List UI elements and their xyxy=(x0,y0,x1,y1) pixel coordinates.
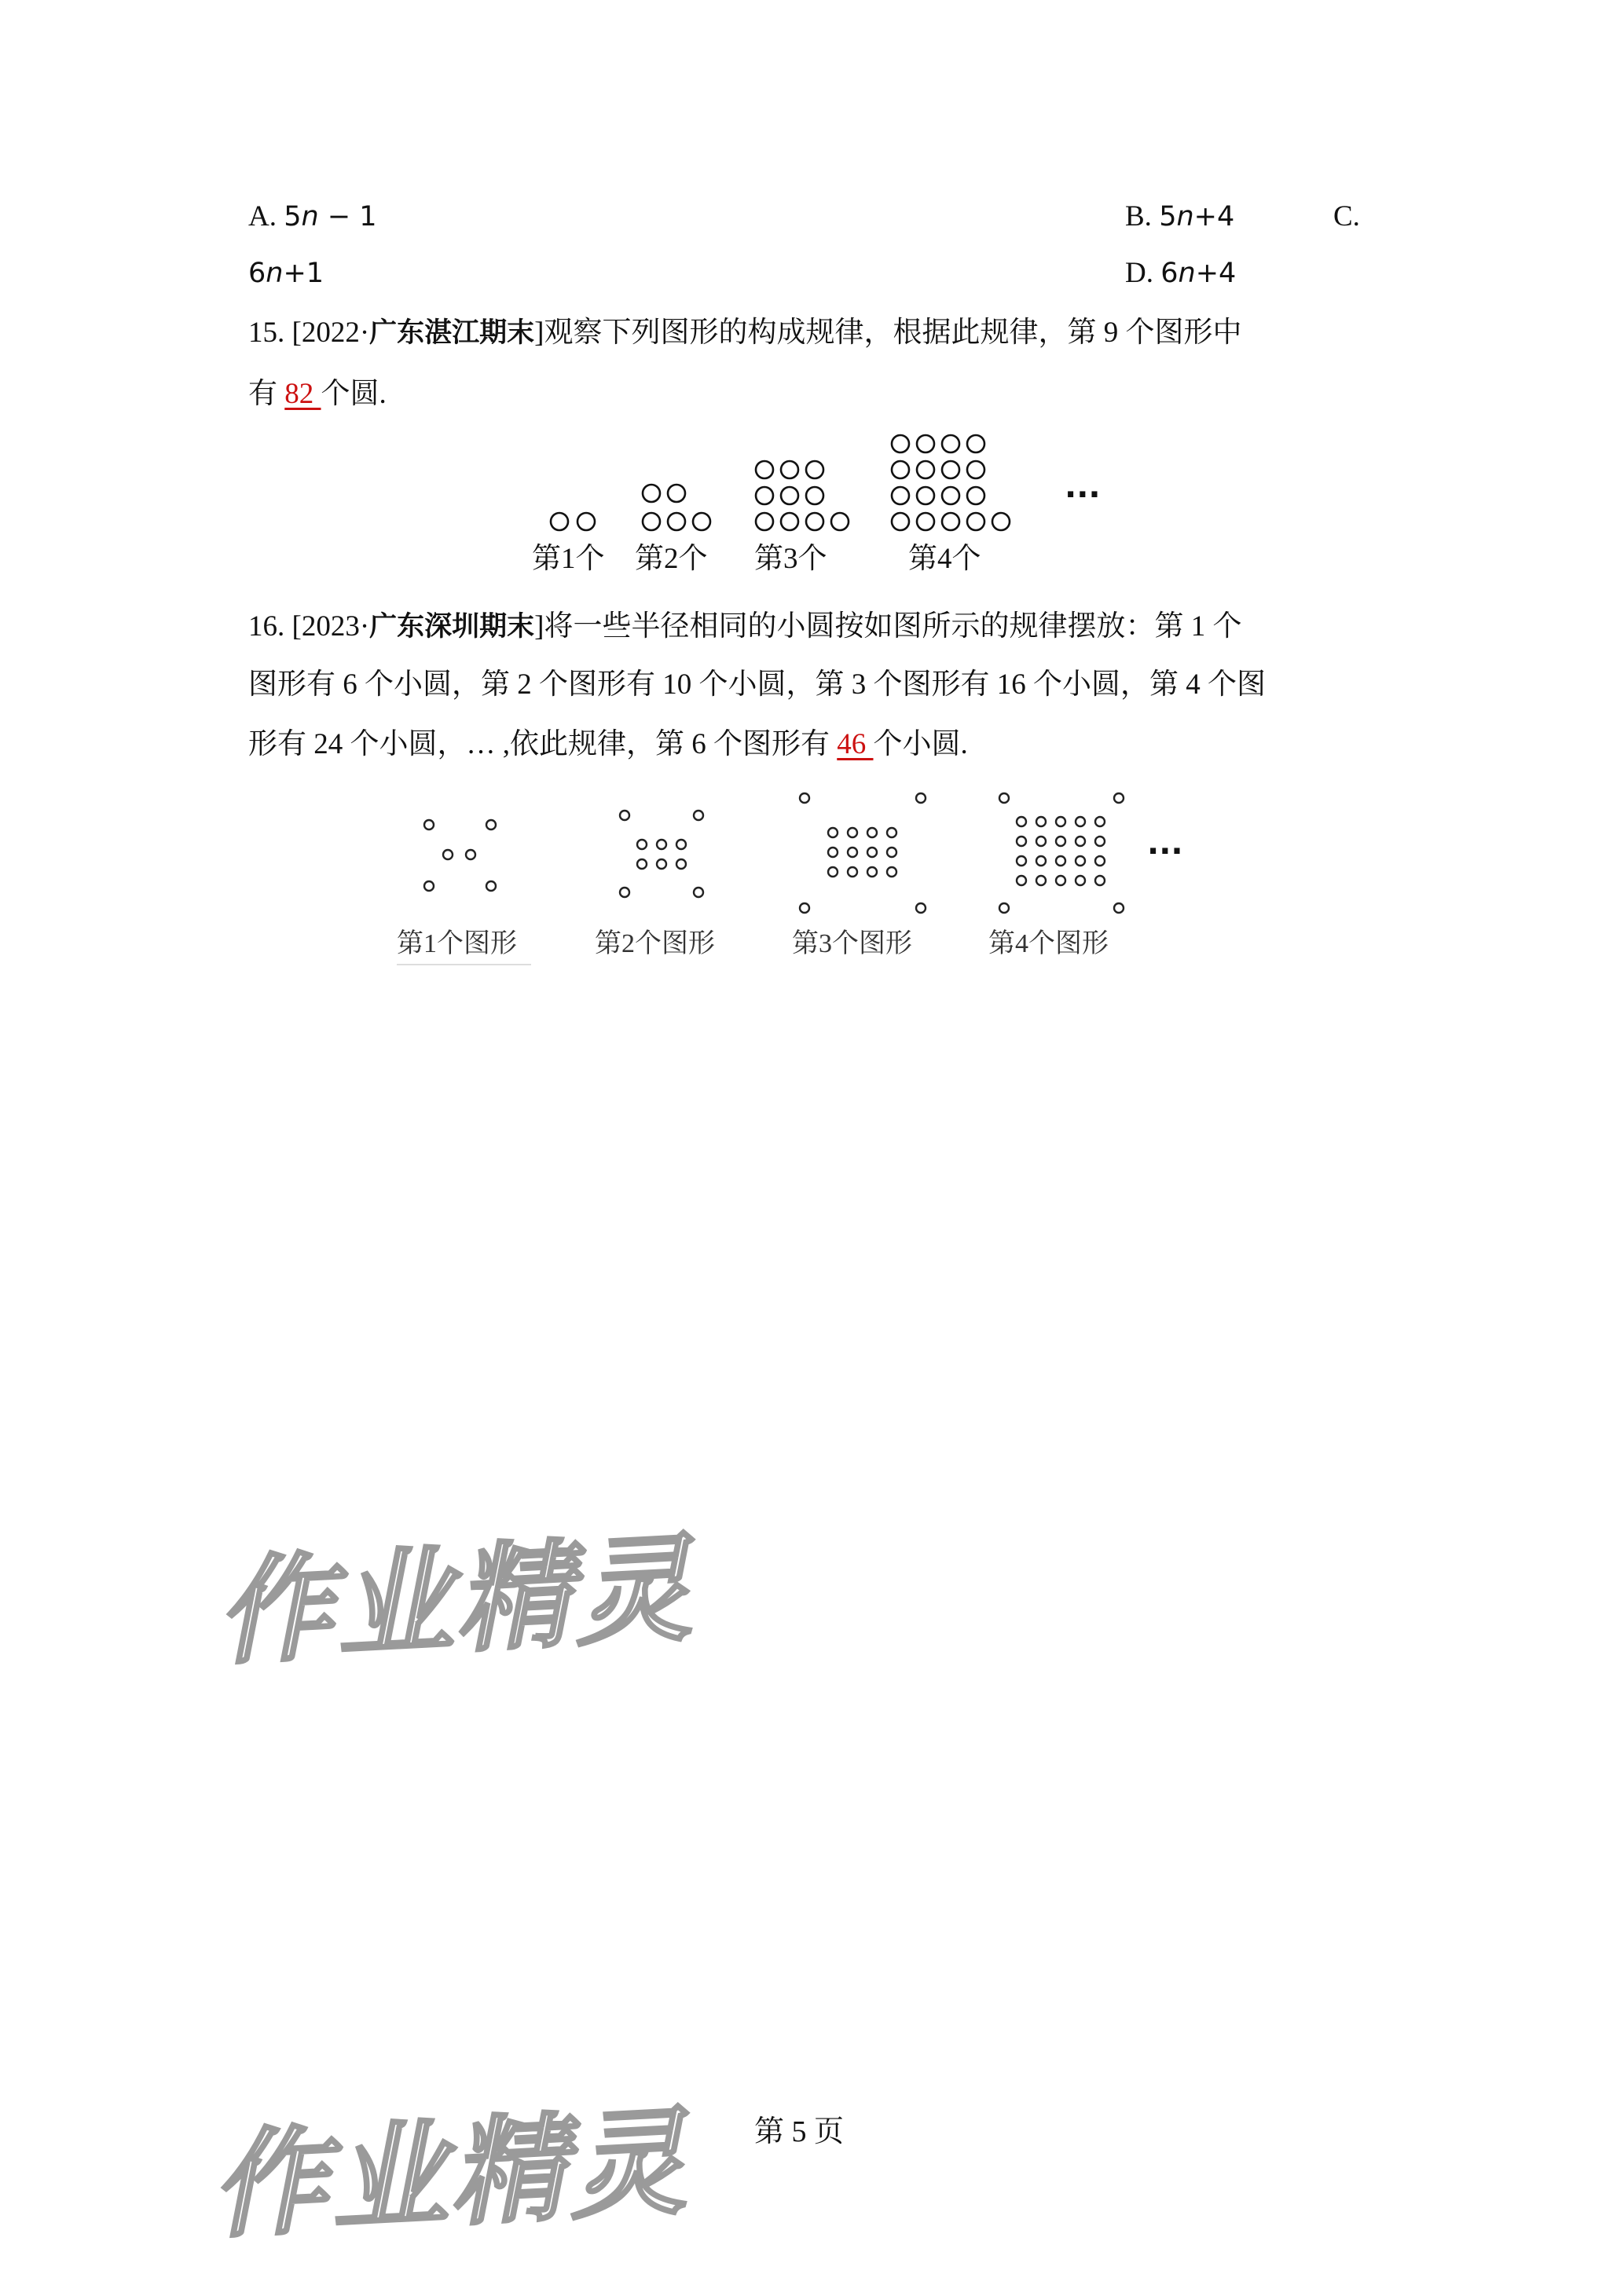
q16-label-2: 第2个图形 xyxy=(595,929,715,958)
circle xyxy=(657,859,666,869)
circle xyxy=(887,848,896,857)
circle xyxy=(637,840,647,849)
circle xyxy=(887,828,896,837)
circle xyxy=(1036,837,1046,846)
circle xyxy=(1056,837,1065,846)
q16-answer: 46 xyxy=(837,728,874,760)
circle xyxy=(1056,876,1065,885)
circle xyxy=(1095,856,1105,866)
circle xyxy=(1017,817,1026,826)
option-c-expression: 6n+1 xyxy=(248,258,324,289)
circle xyxy=(637,859,647,869)
circle xyxy=(1036,876,1046,885)
circle xyxy=(848,828,857,837)
q16-ellipsis: ··· xyxy=(1147,833,1183,870)
q16-figure xyxy=(0,0,1624,927)
circle xyxy=(676,840,686,849)
circle xyxy=(1036,856,1046,866)
circle xyxy=(1076,856,1085,866)
circle xyxy=(620,811,629,820)
q16-label-1: 第1个图形 xyxy=(397,929,517,958)
circle xyxy=(800,793,809,803)
option-b: B. 5n+4 xyxy=(1125,200,1235,233)
circle xyxy=(867,828,877,837)
q15-label-1: 第1个 xyxy=(532,543,605,575)
circle xyxy=(867,848,877,857)
circle xyxy=(1114,793,1124,803)
q16-line-1: 16. [2023·广东深圳期末]将一些半径相同的小圆按如图所示的规律摆放：第 1 个 xyxy=(248,610,1242,643)
circle xyxy=(828,848,838,857)
circle xyxy=(1076,817,1085,826)
circle xyxy=(694,888,703,897)
circle xyxy=(1095,837,1105,846)
watermark-logo: 作业精灵 xyxy=(213,1521,698,1681)
q15-label-3: 第3个 xyxy=(754,543,827,575)
circle xyxy=(800,903,809,913)
q16-label-3: 第3个图形 xyxy=(792,929,912,958)
circle xyxy=(887,867,896,877)
q15-source: 广东湛江期末 xyxy=(369,317,535,349)
circle xyxy=(1095,876,1105,885)
circle xyxy=(1056,817,1065,826)
option-a: A. 5n − 1 xyxy=(248,200,377,233)
circle xyxy=(486,820,496,829)
circle xyxy=(1076,837,1085,846)
option-c-label: C. xyxy=(1333,200,1360,233)
q15-ellipsis: ··· xyxy=(1065,477,1101,513)
q15-label-4: 第4个 xyxy=(908,543,981,575)
circle xyxy=(424,820,434,829)
page-number: 第 5 页 xyxy=(754,2115,845,2148)
circle xyxy=(848,867,857,877)
watermark-logo-footer: 作业精灵 xyxy=(207,2094,692,2254)
q15-label-2: 第2个 xyxy=(635,543,708,575)
circle xyxy=(443,850,453,859)
circle xyxy=(999,793,1009,803)
circle xyxy=(1017,856,1026,866)
circle xyxy=(466,850,475,859)
q15-answer: 82 xyxy=(284,378,321,410)
circle xyxy=(828,867,838,877)
circle xyxy=(657,840,666,849)
circle xyxy=(1114,903,1124,913)
circle xyxy=(676,859,686,869)
circle xyxy=(1095,817,1105,826)
circle xyxy=(916,903,926,913)
circle xyxy=(916,793,926,803)
q15-line-1: 15. [2022·广东湛江期末]观察下列图形的构成规律，根据此规律，第 9 个图形中 xyxy=(248,317,1242,349)
circle xyxy=(848,848,857,857)
q16-source: 广东深圳期末 xyxy=(369,611,535,643)
circle xyxy=(999,903,1009,913)
circle xyxy=(1076,876,1085,885)
circle xyxy=(867,867,877,877)
circle xyxy=(1056,856,1065,866)
circle xyxy=(486,881,496,891)
circle xyxy=(694,811,703,820)
option-d: D. 6n+4 xyxy=(1125,257,1237,289)
circle xyxy=(620,888,629,897)
q16-line-2: 图形有 6 个小圆，第 2 个图形有 10 个小圆，第 3 个图形有 16 个小圆，第 4 个图 xyxy=(248,668,1266,701)
q16-line-3: 形有 24 个小圆，… ,依此规律，第 6 个图形有 46 个小圆. xyxy=(248,728,968,760)
q16-label-4: 第4个图形 xyxy=(988,929,1109,958)
circle xyxy=(1036,817,1046,826)
circle xyxy=(1017,876,1026,885)
circle xyxy=(828,828,838,837)
circle xyxy=(1017,837,1026,846)
circle xyxy=(424,881,434,891)
q15-line-2: 有 82 个圆. xyxy=(248,378,387,410)
